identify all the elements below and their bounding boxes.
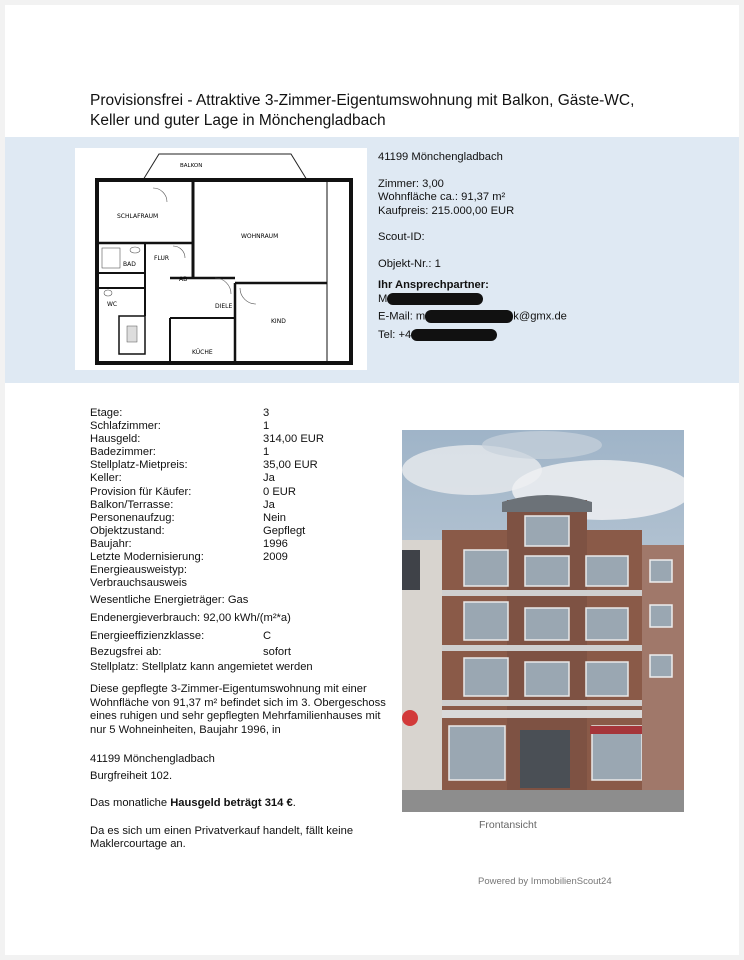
fact-value: 1 <box>263 420 270 433</box>
facts-list <box>90 407 324 564</box>
address-line-2: Burgfreiheit 102. <box>90 769 173 782</box>
fact-value: 3 <box>263 407 270 419</box>
fact-energieausweistyp <box>90 564 324 577</box>
powered-by: Powered by ImmobilienScout24 <box>478 876 612 887</box>
fact-label: Personenaufzug: <box>90 511 175 524</box>
private-sale-note: Da es sich um einen Privatverkauf handelt, fällt keine Maklercourtage an. <box>90 824 354 850</box>
fact-label: Objektzustand: <box>90 524 165 537</box>
fact-value: Gepflegt <box>263 524 306 537</box>
email-suffix: k@gmx.de <box>513 310 567 323</box>
fact-label: Provision für Käufer: <box>90 485 192 498</box>
housing-fee-note <box>90 797 390 811</box>
fact-value: Ja <box>263 472 275 485</box>
redaction-bar <box>425 310 513 323</box>
fact-available-from <box>90 645 324 661</box>
label-kind: KIND <box>271 318 286 325</box>
address-line-1: 41199 Mönchengladbach <box>90 753 215 765</box>
fact-value: sofort <box>263 645 291 658</box>
fact-value: C <box>263 630 272 643</box>
fact-row <box>90 420 324 433</box>
purchase-price: Kaufpreis: 215.000,00 EUR <box>378 204 515 217</box>
label-flur: FLUR <box>154 255 170 262</box>
object-number: Objekt-Nr.: 1 <box>378 257 441 270</box>
floor-plan-drawing <box>75 148 367 370</box>
facade-image <box>402 430 684 812</box>
label-ab: AB <box>179 276 188 283</box>
fact-value: Ja <box>263 498 275 511</box>
label-wohnraum: WOHNRAUM <box>241 233 279 240</box>
fact-label: Keller: <box>90 472 122 485</box>
contact-name-text: M <box>378 292 388 305</box>
label-balkon: BALKON <box>180 163 203 169</box>
note-bold: Hausgeld beträgt 314 € <box>170 797 293 809</box>
energy-consumption: Endenergieverbrauch: 92,00 kWh/(m²*a) <box>90 611 291 624</box>
note-text: Das monatliche <box>90 797 171 809</box>
redaction-bar <box>387 293 483 305</box>
fact-row <box>90 499 324 512</box>
contact-heading: Ihr Ansprechpartner: <box>378 279 489 291</box>
fact-row <box>90 472 324 485</box>
fact-label: Badezimmer: <box>90 446 156 459</box>
fact-label: Energieeffizienzklasse: <box>90 630 205 643</box>
expose-page <box>5 5 739 955</box>
fact-label: Stellplatz-Mietpreis: <box>90 459 188 472</box>
fact-value: Verbrauchsausweis <box>90 577 188 590</box>
contact-name <box>378 293 567 307</box>
fact-value: 35,00 EUR <box>263 459 318 472</box>
label-schlafraum: SCHLAFRAUM <box>117 213 159 220</box>
fact-value: 1 <box>263 446 270 459</box>
contact-phone <box>378 329 567 343</box>
fact-label: Energieausweistyp: <box>90 564 188 577</box>
fact-label: Hausgeld: <box>90 433 141 446</box>
note-text: . <box>292 797 296 809</box>
fact-row <box>90 525 324 538</box>
fact-row <box>90 433 324 446</box>
phone-prefix: Tel: +4 <box>378 328 412 341</box>
fact-label: Baujahr: <box>90 537 132 550</box>
label-wc: WC <box>107 301 118 308</box>
email-prefix: E-Mail: m <box>378 310 426 323</box>
rooms: Zimmer: 3,00 <box>378 177 444 190</box>
fact-row <box>90 407 324 420</box>
fact-row <box>90 551 324 564</box>
energy-source: Wesentliche Energieträger: Gas <box>90 594 249 607</box>
floor-plan <box>75 148 367 370</box>
fact-label: Balkon/Terrasse: <box>90 498 174 511</box>
description <box>90 683 390 864</box>
contact-email <box>378 310 567 324</box>
building-photo <box>402 430 684 812</box>
location: 41199 Mönchengladbach <box>378 151 503 163</box>
label-kueche: KÜCHE <box>192 349 213 356</box>
fact-row <box>90 459 324 472</box>
label-bad: BAD <box>123 261 136 268</box>
fact-value: 1996 <box>263 537 288 550</box>
photo-caption: Frontansicht <box>479 819 537 831</box>
redaction-bar <box>411 329 497 341</box>
fact-value: 314,00 EUR <box>263 433 324 446</box>
listing-title: Provisionsfrei - Attraktive 3-Zimmer-Eigentumswohnung mit Balkon, Gäste-WC, Keller und guter Lage in Mönchengladbach <box>90 92 635 129</box>
scout-id: Scout-ID: <box>378 231 425 243</box>
fact-row <box>90 538 324 551</box>
label-diele: DIELE <box>215 303 233 310</box>
living-area: Wohnfläche ca.: 91,37 m² <box>378 191 506 203</box>
fact-label: Bezugsfrei ab: <box>90 645 162 658</box>
fact-row <box>90 486 324 499</box>
fact-row <box>90 512 324 525</box>
property-facts <box>90 407 324 676</box>
fact-efficiency-class <box>90 629 324 645</box>
description-paragraph: Diese gepflegte 3-Zimmer-Eigentumswohnung mit einer Wohnfläche von 91,37 m² befindet sich im 3. Obergeschoss eines ruhigen und sehr gepflegten Mehrfamilienhauses mit nur 5 Wohneinheiten, Baujahr 1996, in <box>90 683 386 736</box>
fact-label: Letzte Modernisierung: <box>90 551 204 564</box>
key-info <box>378 151 567 342</box>
parking-info: Stellplatz: Stellplatz kann angemietet werden <box>90 661 313 674</box>
fact-label: Schlafzimmer: <box>90 420 161 433</box>
fact-energieausweistyp-value <box>90 577 324 590</box>
fact-value: 0 EUR <box>263 485 296 498</box>
fact-value: Nein <box>263 511 287 524</box>
fact-value: 2009 <box>263 551 288 564</box>
fact-row <box>90 446 324 459</box>
fact-label: Etage: <box>90 407 123 419</box>
